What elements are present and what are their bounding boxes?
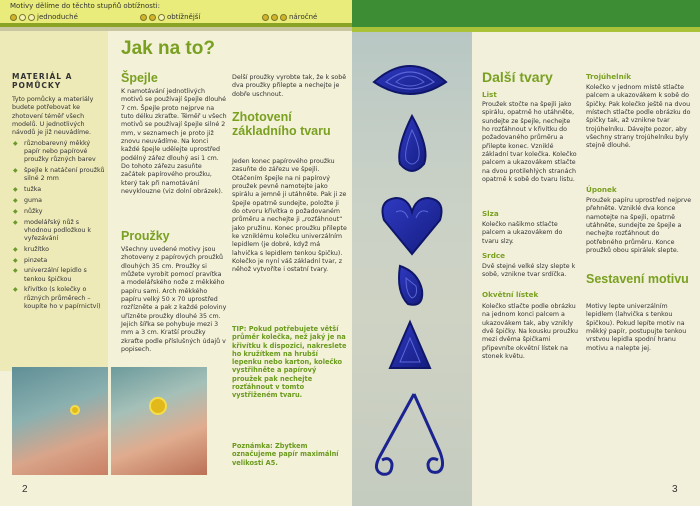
dot-icon	[262, 14, 269, 21]
note-text: Zbytkem označujeme papír maximální velikosti A5.	[232, 442, 339, 467]
note-box	[232, 442, 347, 467]
list-item: ◆ pinzeta	[12, 257, 106, 265]
tip-box	[232, 325, 347, 400]
page-title: Jak na to?	[121, 38, 215, 59]
text-okvetni: Kolečko stlačte podle obrázku na jednom konci palcem a ukazovákem tak, aby vznikly dvě špičky. Na kousku proužku mezi dvěma špičkami připevníte okvětní lístek na stonek květu.	[482, 303, 578, 361]
dot-icon	[140, 14, 147, 21]
heading-trojuhelnik: Trojúhelník	[586, 72, 631, 81]
text-srdce: Dvě stejné velké slzy slepte k sobě, vznikne tvar srdíčka.	[482, 263, 576, 279]
photo-hands-coil	[111, 367, 207, 475]
page-title: Další tvary	[482, 69, 553, 85]
text-trojuhelnik: Kolečko v jednom místě stlačte palcem a ukazovákem k sobě do špičky. Pak kolečko ještě na dvou místech stlačte podle obrázku do špičky tak, až vznikne tvar trojúhelníku. Dávejte pozor, aby všechny strany trojúhelníku byly stejně dlouhé.	[586, 84, 691, 150]
dot-icon	[280, 14, 287, 21]
dot-icon	[19, 14, 26, 21]
heading-srdce: Srdce	[482, 251, 506, 260]
dot-icon	[28, 14, 35, 21]
heading-slza: Slza	[482, 209, 499, 218]
tendril-shape	[376, 394, 442, 474]
triangle-shape	[390, 322, 430, 368]
text-uponek: Proužek papíru uprostřed nejprve přehněte. Vzniklé dva konce namotejte na špejli, opatrně utáhněte, sundejte ze špejle a nechejte rozťáhnout do potřebného průměru. Konce proužků obou spirálek slepte.	[586, 197, 692, 255]
heart-shape	[383, 198, 442, 254]
list-item: ◆ univerzální lepidlo s tenkou špičkou	[12, 267, 106, 283]
heading-list: List	[482, 90, 497, 99]
dot-icon	[149, 14, 156, 21]
page-number: 3	[672, 484, 678, 495]
materials-intro: Tyto pomůcky a materiály budete potřebovat ke zhotovení téměř všech modelů. U jednotlivých návodů je již neuvádíme.	[12, 96, 94, 137]
difficulty-bar	[0, 0, 352, 27]
text-slza: Kolečko našikmo stlačte palcem a ukazovákem do tvaru slzy.	[482, 221, 563, 245]
list-item: ◆ různobarevný měkký papír nebo papírové proužky různých barev	[12, 140, 106, 165]
heading-uponek: Úponek	[586, 185, 617, 194]
header-band	[352, 0, 700, 27]
photo-hands-winding	[12, 367, 108, 475]
list-item: ◆ nůžky	[12, 208, 106, 216]
materials-title: MATERIÁL A POMŮCKY	[12, 72, 73, 90]
teardrop-shape	[399, 116, 425, 171]
strips-continued-text: Delší proužky vyrobte tak, že k sobě dva proužky přilepte a nechejte je dobře uschnout.	[232, 74, 347, 98]
text-sestaveni: Motivy lepte univerzálním lepidlem (lahvička s tenkou špičkou). Pokud lepíte motiv na měkký papír, postupujte tenkou vrstvou lepidla spodní hranu motivu a nalepte jej.	[586, 303, 687, 352]
heading-sestaveni: Sestavení motivu	[586, 272, 689, 286]
leaf-shape	[374, 66, 446, 94]
list-item: ◆ tužka	[12, 186, 106, 194]
paper-coil	[70, 405, 80, 415]
list-item: ◆ špejle k natáčení proužků silné 2 mm	[12, 167, 106, 183]
section-heading-basic-shape: Zhotovení základního tvaru	[232, 110, 331, 138]
page-number: 2	[22, 484, 28, 495]
paper-coil	[149, 397, 167, 415]
list-item: ◆ křivítko (s kolečky o různých průměrech – koupíte ho v papírnictví)	[12, 286, 106, 311]
list-item: ◆ modelářský nůž s vhodnou podložkou k vyřezávání	[12, 219, 106, 244]
dot-icon	[158, 14, 165, 21]
section-heading-prouzky: Proužky	[121, 229, 170, 243]
difficulty-level-hard	[262, 13, 317, 21]
section-text-basic-shape: Jeden konec papírového proužku zasuňte do zářezu ve špejli. Otáčením špejle na ni papírový proužek pevně namotejte jako spirálu a jemně ji utáhněte. Pak ji ze špejle opatrně sundejte, položte ji do otvoru křivítka o požadovaném průměru a nechejte ji „rozťáhnout“ jako pružinu. Konec proužku přilepte ke vzniklému kolečku univerzálním lepidlem (je dobré, když má lahvička s lepidlem tenkou špičku). Kolečko je nyní váš základní tvar, z něhož vytvoříte i ostatní tvary.	[232, 158, 347, 274]
list-item: ◆ kružítko	[12, 246, 106, 254]
note-label: Poznámka:	[232, 442, 273, 450]
difficulty-heading: Motivy dělíme do těchto stupňů obtížnosti:	[10, 2, 160, 10]
section-text-prouzky: Všechny uvedené motivy jsou zhotoveny z papírových proužků dlouhých 35 cm. Proužky si můžete vyrobit pomocí pravítka a modelářského nože z měkkého papíru sami. Arch měkkého papíru velký 50 x 70 uprostřed rozřízněte a pak z každé poloviny uřízněte proužky dlouhé 35 cm. Jejich šířka se pohybuje mezi 3 mm a 3 cm. Kratší proužky zkraťte podle příslušných údajů v popisech.	[121, 246, 227, 354]
petal-shape	[399, 266, 422, 305]
list-item: ◆ guma	[12, 197, 106, 205]
heading-okvetni: Okvětní lístek	[482, 290, 539, 299]
section-text-spejle: K namotávání jednotlivých motivů se používají špejle dlouhé 7 cm. Špejle proto nejprve na tuto délku zkraťte. Téměř u všech motivů se používají špejle silné 2 mm, v seznamech je proto již znovu neuvádíme. Na konci každé špejle udělejte uprostřed podélný zářez dlouhý asi 1 cm. Do tohoto zářezu zasuňte začátek papírového proužku, který tak při namotávání nevyklouzne (viz dolní obrázek).	[121, 88, 227, 196]
materials-list	[12, 140, 106, 314]
tip-label: TIP:	[232, 325, 247, 333]
difficulty-label: jednoduché	[37, 13, 78, 21]
difficulty-label: náročné	[289, 13, 318, 21]
dot-icon	[10, 14, 17, 21]
dot-icon	[271, 14, 278, 21]
text-list: Proužek stočte na špejli jako spirálu, opatrně ho utáhněte, sundejte ze špejle, nechejte ho rozťáhnout v křivítku do požadovaného průměru a přilepte konec. Vzniklé základní tvar kolečka. Kolečko palcem a ukazovákem stlačte na dvou protilehlých stranách opatrně k sobě do tvaru listu.	[482, 101, 577, 184]
section-heading-spejle: Špejle	[121, 71, 158, 85]
difficulty-label: obtížnější	[167, 13, 201, 21]
difficulty-level-easy	[10, 13, 78, 21]
difficulty-level-medium	[140, 13, 200, 21]
tip-text: Pokud potřebujete větší průměr kolečka, než jaký je na křivítku k dispozici, nakreslete ho kružítkem na hrubší lepenku nebo karton, kolečko vystřihněte a papírový proužek pak nechejte rozťáhnout v tomto vystřiženém tvaru.	[232, 325, 347, 400]
quilled-shapes-illustration	[352, 32, 472, 506]
